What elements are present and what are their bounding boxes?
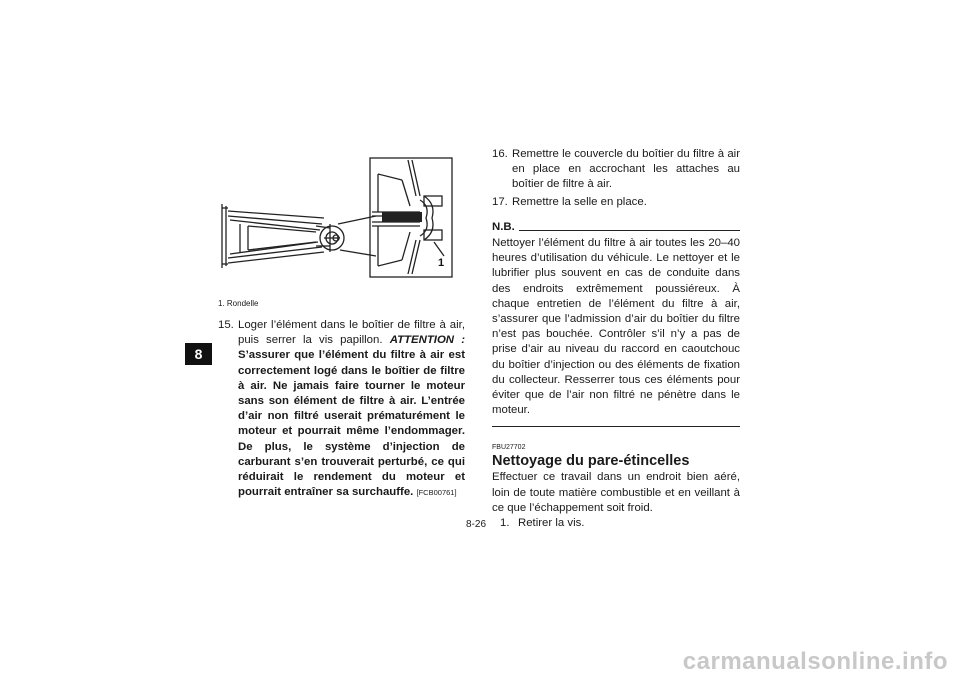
attention-code: [FCB00761] bbox=[416, 488, 457, 498]
sub-step-1-number: 1. bbox=[500, 517, 510, 530]
page-number: 8-26 bbox=[466, 519, 487, 530]
note-label: N.B. bbox=[492, 220, 515, 233]
attention-label: ATTENTION : bbox=[389, 334, 465, 347]
step-15 bbox=[218, 318, 465, 500]
sub-step-1 bbox=[500, 516, 740, 531]
section-code: FBU27702 bbox=[492, 444, 526, 452]
step-16-text: Remettre le couvercle du boîtier du filtre à air en place en accrochant les attaches au boîtier de filtre à air. bbox=[512, 148, 740, 191]
right-column bbox=[492, 147, 740, 531]
figure-callout: 1 bbox=[438, 257, 445, 269]
left-column bbox=[218, 318, 465, 502]
figure-caption: 1. Rondelle bbox=[218, 299, 259, 308]
section-text: Effectuer ce travail dans un endroit bien aéré, loin de toute matière combustible et en veillant à ce que l’échappement soit froid. bbox=[492, 471, 740, 514]
note-text: Nettoyer l’élément du filtre à air toutes les 20–40 heures d’utilisation du véhicule. Le nettoyer et le lubrifier plus souvent en cas de conduite dans des endroits extrêmement poussiéreux. À chaque entretien de l’élément du filtre à air, s’assurer que l’admission d’air du boîtier du filtre n’est pas bouchée. Contrôler s’il n’y a pas de prise d’air au niveau du raccord en caoutchouc du boîtier d’injection ou des éléments de fixation du collecteur. Resserrer tous ces éléments pour éviter que de l’air non filtré ne pénètre dans le moteur. bbox=[492, 237, 740, 417]
attention-text: S’assurer que l’élément du filtre à air est correctement logé dans le boîtier de filtre à air. Ne jamais faire tourner le moteur sans son élément de filtre à air. L’entrée d’air non filtré userait prématurément le moteur et pourrait même l’endommager. De plus, le système d’injection de carburant s’en trouverait perturbé, ce qui réduirait le rendement du moteur et pourrait entraîner sa surchauffe. bbox=[238, 349, 465, 499]
air-filter-drawing bbox=[212, 156, 457, 279]
sub-step-1-text: Retirer la vis. bbox=[518, 517, 585, 530]
step-17-text: Remettre la selle en place. bbox=[512, 195, 647, 208]
air-filter-illustration bbox=[212, 156, 457, 279]
step-15-text: Loger l’élément dans le boîtier de filtre à air, puis serrer la vis papillon. bbox=[238, 319, 465, 347]
chapter-tab: 8 bbox=[185, 343, 212, 365]
note-header bbox=[492, 220, 740, 235]
note-end-rule bbox=[492, 426, 740, 427]
step-17-number: 17. bbox=[492, 195, 508, 208]
step-16 bbox=[492, 147, 740, 193]
step-17 bbox=[492, 195, 740, 210]
watermark-link[interactable]: carmanualsonline.info bbox=[682, 648, 948, 675]
note-rule bbox=[519, 230, 740, 231]
step-15-number: 15. bbox=[218, 319, 234, 331]
section-title: Nettoyage du pare-étincelles bbox=[492, 453, 690, 470]
step-16-number: 16. bbox=[492, 148, 508, 160]
